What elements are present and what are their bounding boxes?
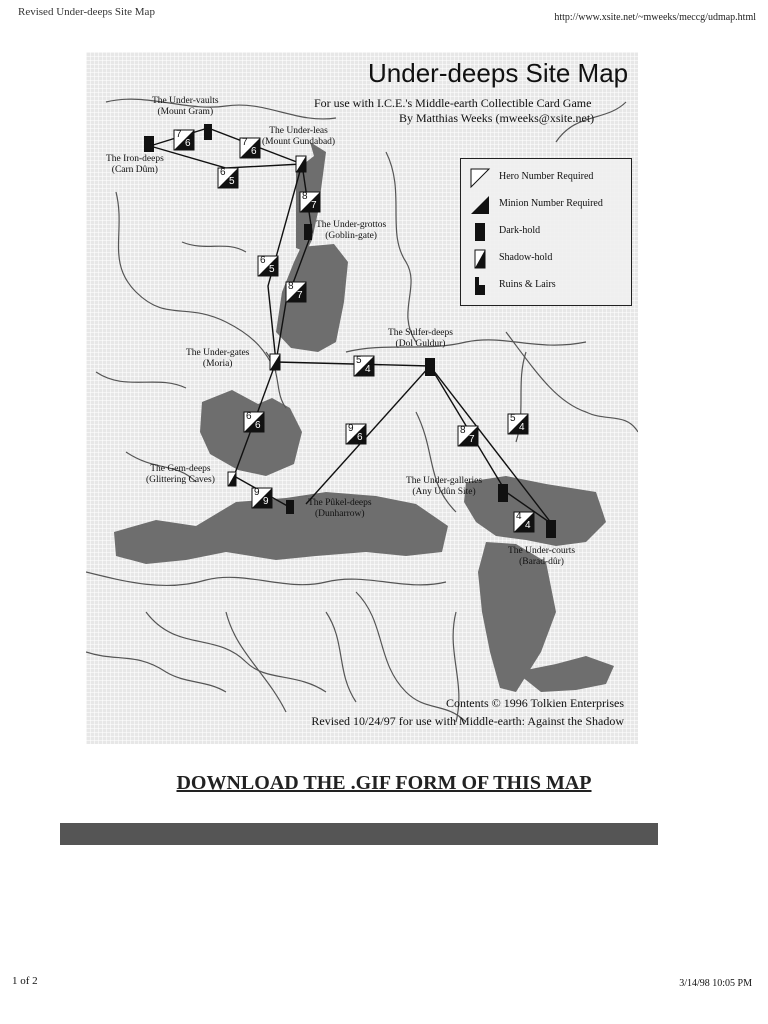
route-minion-number: 7 — [311, 200, 317, 211]
route-hero-number: 7 — [242, 137, 248, 148]
site-label-sulfer-deeps: The Sulfer-deeps (Dol Guldur) — [388, 328, 453, 349]
site-label-gem-deeps: The Gem-deeps (Glittering Caves) — [146, 464, 215, 485]
map-subtitle-game: For use with I.C.E.'s Middle-earth Collectible Card Game — [314, 96, 592, 110]
route-minion-number: 7 — [469, 434, 475, 445]
route-minion-number: 5 — [229, 176, 235, 187]
map-terrain — [86, 52, 638, 744]
legend-item-ruins-lairs — [469, 275, 629, 297]
site-label-under-vaults: The Under-vaults (Mount Gram) — [152, 96, 219, 117]
legend-item-minion — [469, 194, 629, 216]
site-label-under-leas: The Under-leas (Mount Gundabad) — [262, 126, 336, 147]
route-minion-number: 7 — [297, 290, 303, 301]
shadow-hold-icon — [469, 248, 493, 270]
route-hero-number: 9 — [254, 487, 260, 498]
print-header-title: Revised Under-deeps Site Map — [18, 6, 155, 18]
site-label-under-galleries: The Under-galleries (Any Udûn Site) — [406, 476, 483, 497]
route-minion-number: 4 — [365, 364, 371, 375]
print-timestamp: 3/14/98 10:05 PM — [679, 978, 752, 989]
legend-item-dark-hold — [469, 221, 629, 243]
ruins-lairs-icon — [469, 275, 493, 297]
page-count: 1 of 2 — [12, 975, 38, 987]
site-label-pukel-deeps: The Pûkel-deeps (Dunharrow) — [308, 498, 372, 519]
site-label-under-gates: The Under-gates (Moria) — [186, 348, 250, 369]
route-hero-number: 8 — [288, 281, 294, 292]
route-minion-number: 6 — [185, 138, 191, 149]
route-hero-number: 5 — [356, 355, 362, 366]
route-minion-number: 6 — [251, 146, 257, 157]
site-label-iron-deeps: The Iron-deeps (Carn Dûm) — [106, 154, 164, 175]
print-header-url: http://www.xsite.net/~mweeks/meccg/udmap.html — [554, 12, 756, 23]
route-hero-number: 4 — [516, 511, 522, 522]
legend-label: Dark-hold — [499, 225, 541, 236]
map-subtitle-author: By Matthias Weeks (mweeks@xsite.net) — [399, 111, 595, 125]
map-legend — [460, 158, 632, 306]
map-revision-note: Revised 10/24/97 for use with Middle-earth: Against the Shadow — [311, 714, 624, 728]
download-gif-link[interactable]: DOWNLOAD THE .GIF FORM OF THIS MAP — [176, 772, 592, 794]
route-hero-number: 9 — [348, 423, 354, 434]
route-minion-number: 9 — [263, 496, 269, 507]
map-title: Under-deeps Site Map — [368, 58, 629, 88]
route-minion-number: 6 — [357, 432, 363, 443]
route-hero-number: 6 — [220, 167, 226, 178]
legend-label: Ruins & Lairs — [499, 279, 556, 290]
route-hero-number: 6 — [246, 411, 252, 422]
site-map — [86, 52, 638, 744]
hero-triangle-icon — [469, 167, 493, 189]
dark-hold-icon — [469, 221, 493, 243]
legend-label: Hero Number Required — [499, 171, 594, 182]
route-hero-number: 8 — [460, 425, 466, 436]
route-hero-number: 7 — [176, 129, 182, 140]
site-label-under-grottos: The Under-grottos (Goblin-gate) — [316, 220, 387, 241]
route-minion-number: 5 — [269, 264, 275, 275]
legend-item-shadow-hold — [469, 248, 629, 270]
route-minion-number: 6 — [255, 420, 261, 431]
legend-label: Shadow-hold — [499, 252, 553, 263]
route-hero-number: 5 — [510, 413, 516, 424]
map-copyright: Contents © 1996 Tolkien Enterprises — [445, 696, 624, 710]
site-label-under-courts: The Under-courts (Barad-dûr) — [508, 546, 576, 567]
route-minion-number: 4 — [525, 520, 531, 531]
legend-item-hero — [469, 167, 629, 189]
route-hero-number: 6 — [260, 255, 266, 266]
route-minion-number: 4 — [519, 422, 525, 433]
divider-bar — [60, 823, 658, 845]
legend-label: Minion Number Required — [499, 198, 603, 209]
route-hero-number: 8 — [302, 191, 308, 202]
minion-triangle-icon — [469, 194, 493, 216]
